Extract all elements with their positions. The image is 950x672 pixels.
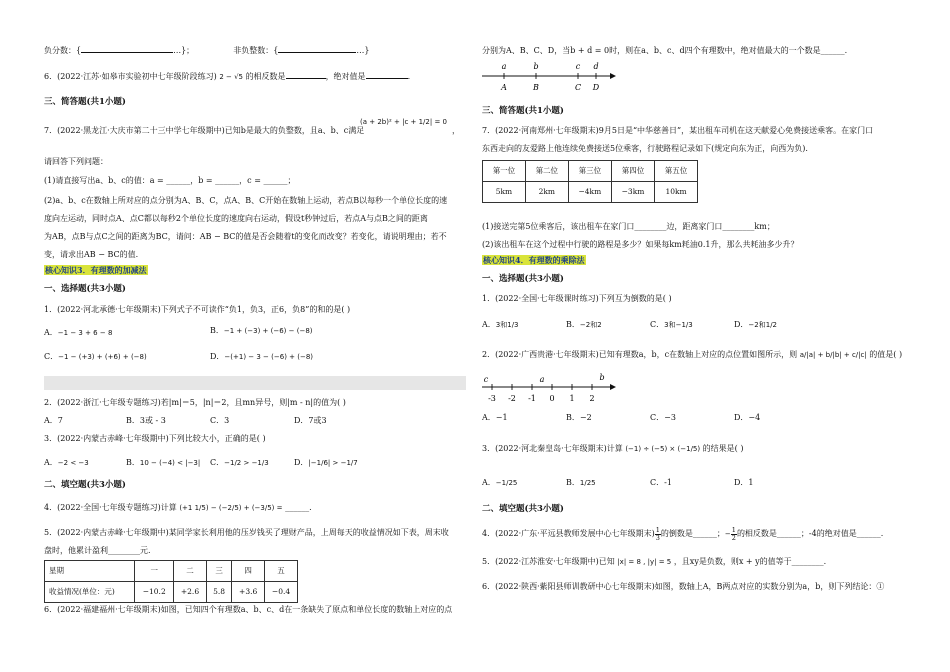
option-label: A． xyxy=(44,328,58,337)
q2-text: 2．(2022·广西贵港·七年级期末)已知有理数a，b，c在数轴上对应的点位置如图所示，则 xyxy=(482,350,798,359)
option-label: B． xyxy=(126,458,140,467)
r-q2-option-d: D．−4 xyxy=(734,413,761,422)
r-q3-option-c: C．-1 xyxy=(650,478,672,487)
option-label: A． xyxy=(482,478,496,487)
q3-option-a xyxy=(44,458,89,467)
table-cell: 第五位 xyxy=(655,161,698,182)
option-label: C． xyxy=(650,320,665,329)
point-label-bottom: C xyxy=(574,83,582,92)
earnings-table xyxy=(44,560,298,603)
page-divider-band xyxy=(44,376,466,390)
q5-text-2: ，且xy是负数，则x + y的值等于________. xyxy=(673,557,827,566)
q1-option-b xyxy=(210,326,313,335)
q6-text: 6．(2022·江苏·如皋市实验初中七年级阶段练习) xyxy=(44,72,217,81)
set-end: …}； xyxy=(173,46,195,55)
q6-expression: 2 − √5 xyxy=(219,73,244,81)
q3-text: 3．(2022·河北秦皇岛·七年级期末)计算 xyxy=(482,444,623,453)
question-5-left-line-2: 盘时，他累计盈利________元. xyxy=(44,546,151,555)
q3-option-b xyxy=(126,458,200,467)
question-2-left: 2．(2022·浙江·七年级专题练习)若|m|＝5，|n|＝2，且mn异号，则|m - n|的值为( ) xyxy=(44,398,346,407)
passenger-table xyxy=(482,160,698,203)
section-heading-short-answer-right: 三、简答题(共1小题) xyxy=(482,106,564,116)
question-6-continuation: 分别为A、B、C、D，当b + d = 0时，则在a、b、c、d四个有理数中，绝对值最大的一个数是______. xyxy=(482,46,848,55)
point-label-a: a xyxy=(539,375,545,384)
option-label: D． xyxy=(210,352,225,361)
table-cell: 第一位 xyxy=(483,161,526,182)
option-expression: 3和−1/3 xyxy=(664,321,693,329)
tick-label: -1 xyxy=(528,394,536,403)
option-label: B． xyxy=(566,320,580,329)
table-cell: 星期 xyxy=(45,561,135,582)
question-3-left: 3．(2022·内蒙古赤峰·七年级期中)下列比较大小，正确的是( ) xyxy=(44,434,266,443)
section-heading-choice: 一、选择题(共3小题) xyxy=(44,284,126,294)
r-q1-option-d xyxy=(734,320,777,329)
table-cell: −0.4 xyxy=(265,582,298,603)
question-5-left-line-1: 5．(2022·内蒙古赤峰·七年级期中)某同学家长利用他的压岁钱买了理财产品，上周每天的收益情况如下表，周末收 xyxy=(44,528,449,537)
question-6-right: 6．(2022·陕西·紫阳县师训教研中心七年级期末)如图，数轴上A，B两点对应的实数分别为a，b，则下列结论：① xyxy=(482,582,885,591)
axis-ticks xyxy=(484,373,605,403)
negative-fraction-set xyxy=(44,46,369,55)
q4-expression: (+1 1/5) − (−2/5) + (−3/5) = xyxy=(179,504,283,512)
option-expression: −2和2 xyxy=(579,321,602,329)
question-7-right-line-1: 7．(2022·河南郑州·七年级期末)9月5日是“中华慈善日”，某出租车司机在这天献爱心免费接送乘客。在家门口 xyxy=(482,126,874,135)
set-end-2: …} xyxy=(356,46,370,55)
q2-option-b: B．3或 - 3 xyxy=(126,416,166,425)
q6-text-2: 的相反数是 xyxy=(245,72,286,81)
question-7-right-line-2: 东西走向的友爱路上他连续免费接送5位乘客，行驶路程记录如下(规定向东为正，向西为负). xyxy=(482,144,808,153)
question-5-right xyxy=(482,557,826,566)
question-1-right: 1．(2022·全国·七年级课时练习)下列互为倒数的是( ) xyxy=(482,294,672,303)
r-q3-option-d: D．1 xyxy=(734,478,754,487)
q7-part-1: (1)请直接写出a、b、c的值：a = ______，b = ______，c = ______； xyxy=(44,176,296,185)
q4-text-3: 的相反数是______；-4的绝对值是______. xyxy=(736,529,884,538)
table-cell: −10.2 xyxy=(135,582,174,603)
option-expression: −1 + (−3) + (−6) − (−8) xyxy=(223,327,313,335)
r-q1-option-b xyxy=(566,320,602,329)
point-label-top: b xyxy=(533,62,539,71)
q3-option-c xyxy=(210,458,269,467)
question-6-left-bottom: 6．(2022·福建福州·七年级期末)如图，已知四个有理数a、b、c、d在一条缺失了原点和单位长度的数轴上对应的点 xyxy=(44,605,453,614)
q7-part-2-line-1: (2)a、b、c在数轴上所对应的点分别为A、B、C，点A、B、C开始在数轴上运动，若点B以每秒一个单位长度的速 xyxy=(44,196,448,205)
q3-text-2: 的结果是( ) xyxy=(702,444,744,453)
option-label: D． xyxy=(734,320,749,329)
r-q1-option-c xyxy=(650,320,693,329)
table-cell: 第二位 xyxy=(525,161,568,182)
table-cell: +2.6 xyxy=(174,582,207,603)
table-cell: −3km xyxy=(611,182,654,203)
question-4-left xyxy=(44,503,312,512)
point-label-top: d xyxy=(593,62,599,71)
set-label: 负分数：{ xyxy=(44,46,82,55)
fraction-one-third: $\frac{1}{3}$ xyxy=(655,526,660,542)
point-label-top: a xyxy=(501,62,507,71)
q2-option-d: D．7或3 xyxy=(294,416,327,425)
table-row xyxy=(45,582,298,603)
r-q2-option-b: B．−2 xyxy=(566,413,592,422)
number-line-abcd xyxy=(482,58,622,94)
point-label-top: c xyxy=(575,62,581,71)
option-label: B． xyxy=(566,478,580,487)
q5-conditions: |x| = 8 , |y| = 5 xyxy=(617,558,672,566)
r-q3-option-a xyxy=(482,478,517,487)
section-heading-fill: 二、填空题(共3小题) xyxy=(44,480,126,490)
question-6-left xyxy=(44,72,410,81)
table-cell: −4km xyxy=(568,182,611,203)
section-heading-short-answer: 三、简答题(共1小题) xyxy=(44,97,126,107)
q7-part-2-line-3: 为AB，点B与点C之间的距离为BC，请问：AB − BC的值是否会随着t的变化而改变？若变化，请说明理由；若不 xyxy=(44,232,447,241)
core-knowledge-3-heading xyxy=(44,266,148,275)
point-label-c: c xyxy=(483,375,489,384)
q7-part-2-line-4: 变，请求出AB − BC的值. xyxy=(44,250,139,259)
table-cell: 二 xyxy=(174,561,207,582)
q6-text-3: ，绝对值是 xyxy=(325,72,366,81)
q1-option-a xyxy=(44,328,112,337)
table-row xyxy=(45,561,298,582)
q3-expression: (−1) ÷ (−5) × (−1/5) xyxy=(625,445,701,453)
q2-expression: a/|a| + b/|b| + c/|c| xyxy=(799,351,867,359)
option-expression: 1/25 xyxy=(579,479,596,487)
q4-text-2: 的倒数是______； xyxy=(660,529,725,538)
option-expression: −1 − 3 + 6 − 8 xyxy=(57,329,113,337)
table-cell: 四 xyxy=(232,561,265,582)
q4-blank: ______. xyxy=(285,503,312,512)
option-expression: 10 − (−4) < |−3| xyxy=(139,459,201,467)
table-row xyxy=(483,182,698,203)
option-label: B． xyxy=(210,326,224,335)
option-label: C． xyxy=(210,458,225,467)
question-7-right-part-1: (1)接送完第5位乘客后，该出租车在家门口________边，距离家门口________km； xyxy=(482,222,775,231)
table-cell: 第四位 xyxy=(611,161,654,182)
question-1-left: 1．(2022·河北承德·七年级期末)下列式子不可读作“负1，负3，正6，负8”的和的是( ) xyxy=(44,305,351,314)
point-label-bottom: A xyxy=(501,83,507,92)
table-cell: 10km xyxy=(655,182,698,203)
table-cell: +3.6 xyxy=(232,582,265,603)
option-expression: −1/2 > −1/3 xyxy=(224,459,269,467)
q7-condition-expression: (a + 2b)² + |c + 1/2| = 0 xyxy=(360,118,448,126)
r-q1-option-a xyxy=(482,320,519,329)
table-cell: 一 xyxy=(135,561,174,582)
tick-label: -2 xyxy=(508,394,516,403)
option-expression: −2 < −3 xyxy=(57,459,89,467)
q7-instruction: 请回答下列问题： xyxy=(44,157,108,166)
q6-text-4: . xyxy=(407,72,411,81)
question-3-right xyxy=(482,444,743,453)
table-cell: 三 xyxy=(206,561,231,582)
q2-text-2: 的值是( ) xyxy=(869,350,903,359)
tick-label: 0 xyxy=(549,394,555,403)
fraction-one-half: $\frac{1}{2}$ xyxy=(731,526,736,542)
q2-option-c: C．3 xyxy=(210,416,230,425)
q4-text: 4．(2022·全国·七年级专题练习)计算 xyxy=(44,503,177,512)
q5-text: 5．(2022·江苏淮安·七年级期中)已知 xyxy=(482,557,615,566)
option-expression: |−1/6| > −1/7 xyxy=(308,459,358,467)
table-cell: 五 xyxy=(265,561,298,582)
tick-label: 1 xyxy=(569,394,575,403)
table-cell: 5.8 xyxy=(206,582,231,603)
r-q2-option-a: A．−1 xyxy=(482,413,508,422)
tick-label: 2 xyxy=(589,394,595,403)
q7-part-2-line-2: 度向左运动，同时点A、点C都以每秒2个单位长度的速度向右运动，假设t秒钟过后，若点A与点B之间的距离 xyxy=(44,214,428,223)
q1-option-d xyxy=(210,352,313,361)
r-q2-option-c: C．−3 xyxy=(650,413,676,422)
question-7-stem xyxy=(44,126,364,135)
r-q3-option-b xyxy=(566,478,596,487)
section-heading-fill-right: 二、填空题(共3小题) xyxy=(482,504,564,514)
tick-label: -3 xyxy=(488,394,496,403)
option-expression: −1 − (+3) + (+6) + (−8) xyxy=(58,353,147,361)
option-label: A． xyxy=(482,320,496,329)
question-7-right-part-2: (2)该出租车在这个过程中行驶的路程是多少？如果每km耗油0.1升，那么共耗油多少升？ xyxy=(482,240,799,249)
option-expression: 3和1/3 xyxy=(495,321,519,329)
number-line-cab xyxy=(482,374,622,404)
point-label-bottom: D xyxy=(592,83,600,92)
point-label-bottom: B xyxy=(533,83,539,92)
option-label: C． xyxy=(44,352,59,361)
core-knowledge-3-label: 核心知识3．有理数的加减法 xyxy=(45,265,147,275)
q4-text: 4．(2022·广东·平远县教师发展中心七年级期末) xyxy=(482,529,655,538)
section-heading-choice-right: 一、选择题(共3小题) xyxy=(482,274,564,284)
core-knowledge-4-heading xyxy=(482,256,586,265)
q3-option-d xyxy=(294,458,358,467)
table-cell: 2km xyxy=(525,182,568,203)
q7-text: 7．(2022·黑龙江·大庆市第二十三中学七年级期中)已知b是最大的负整数，且a、b、c满足 xyxy=(44,126,365,135)
question-2-right xyxy=(482,350,902,359)
point-label-b: b xyxy=(599,373,605,382)
axis-arrow xyxy=(610,73,616,79)
table-cell: 5km xyxy=(483,182,526,203)
table-cell: 收益情况(单位：元) xyxy=(45,582,135,603)
option-expression: −1/25 xyxy=(495,479,518,487)
option-label: A． xyxy=(44,458,58,467)
q7-comma: ， xyxy=(452,126,460,135)
q1-option-c xyxy=(44,352,147,361)
table-row xyxy=(483,161,698,182)
set-label-2: 非负整数：{ xyxy=(233,46,279,55)
option-expression: −(+1) − 3 − (−6) + (−8) xyxy=(224,353,314,361)
question-4-right: 4．(2022·广东·平远县教师发展中心七年级期末) $\frac{1}{3}$ 的倒数是______；− $\frac{1}{2}$ 的相反数是______；-4的绝对值是______. xyxy=(482,526,884,542)
option-label: D． xyxy=(294,458,309,467)
option-expression: −2和1/2 xyxy=(748,321,778,329)
axis-arrow xyxy=(610,384,616,390)
q2-option-a: A．7 xyxy=(44,416,63,425)
table-cell: 第三位 xyxy=(568,161,611,182)
core-knowledge-4-label: 核心知识4．有理数的乘除法 xyxy=(483,255,585,265)
axis-points xyxy=(500,62,600,92)
